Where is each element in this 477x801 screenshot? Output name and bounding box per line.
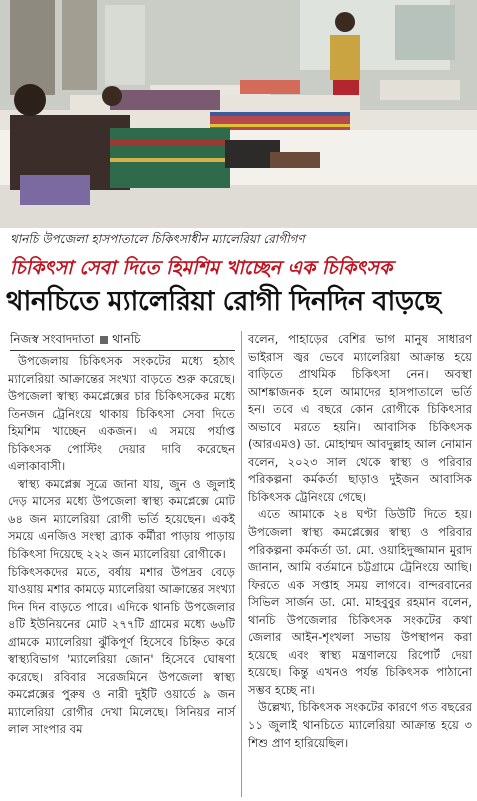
- hospital-ward-photo: [0, 0, 477, 228]
- article-right-column: [248, 331, 472, 752]
- photo-caption: থানচি উপজেলা হাসপাতালে চিকিৎসাধীন ম্যালেরিয়া রোগীগণ: [10, 232, 305, 246]
- square-bullet-icon: [100, 336, 108, 344]
- news-photo: [0, 0, 477, 228]
- article-left-column: [8, 353, 235, 739]
- paragraph: এতে আমাকে ২৪ ঘণ্টা ডিউটি দিতে হয়। উপজেলা স্বাস্থ্য কমপ্লেক্সের স্বাস্থ্য ও পরিবার পরিকল্পনা কর্মকর্তা ডা. মো. ওয়াহিদুজ্জামান মুরাদ জানান, আমি বর্তমানে চট্টগ্রামে ট্রেনিংয়ে আছি। ফিরতে এক সপ্তাহ সময় লাগবে। বান্দরবানের সিভিল সার্জন ডা. মো. মাহবুবুর রহমান বলেন, থানচি উপজেলার চিকিৎসক সংকটের কথা জেলার আইন-শৃংখলা সভায় উপস্থাপন করা হয়েছে এবং স্বাস্থ্য মন্ত্রণালয়ে রিপোর্ট দেয়া হয়েছে। কিন্তু এখনও পর্যন্ত চিকিৎসক পাঠানো সম্ভব হচ্ছে না।: [248, 507, 472, 697]
- byline-location: থানচি: [112, 332, 141, 346]
- column-divider: [241, 331, 242, 797]
- byline: [10, 331, 141, 351]
- byline-rule: [10, 350, 235, 351]
- byline-reporter: নিজস্ব সংবাদদাতা: [10, 332, 95, 346]
- subheadline: চিকিৎসা সেবা দিতে হিমশিম খাচ্ছেন এক চিকিৎসক: [10, 257, 393, 279]
- paragraph: উল্লেখ্য, চিকিৎসক সংকটের কারণে গত বছরের ১১ জুলাই থানচিতে ম্যালেরিয়া আক্রান্ত হয়ে ৩ শিশু প্রাণ হারিয়েছিল।: [248, 700, 472, 750]
- paragraph: চিকিৎসকদের মতে, বর্ষায় মশার উপদ্রব বেড়ে যাওয়ায় মশার কামড়ে ম্যালেরিয়া আক্রান্তের সংখ্যা দিন দিন বাড়তে পারে। এদিকে থানচি উপজেলার ৪টি ইউনিয়নের মোট ২৭৭টি গ্রামের মধ্যে ৬৬টি গ্রামকে ম্যালেরিয়া ঝুঁকিপূর্ণ হিসেবে চিহ্নিত করে স্বাস্থ্যবিভাগ 'ম্যালেরিয়া জোন' হিসেবে ঘোষণা করেছে। রবিবার সরেজমিনে উপজেলা স্বাস্থ্য কমপ্লেক্সের পুরুষ ও নারী দুইটি ওয়ার্ডে ৯ জন ম্যালেরিয়া রোগীর দেখা মিলেছে। সিনিয়র নার্স লাল সাংপার বম: [8, 564, 235, 737]
- paragraph: বলেন, পাহাড়ের বেশির ভাগ মানুষ সাধারণ ভাইরাস জ্বর ভেবে ম্যালেরিয়া আক্রান্ত হয়ে বাড়িতে প্রাথমিক চিকিৎসা নেন। অবস্থা আশঙ্কাজনক হলে আমাদের হাসপাতালে ভর্তি হন। তবে এ বছরে কোন রোগীকে চিকিৎসার অভাবে মরতে হয়নি। আবাসিক চিকিৎসক (আরএমও) ডা. মোহাম্মদ আবদুল্লাহ আল নোমান বলেন, ২০২৩ সাল থেকে স্বাস্থ্য ও পরিবার পরিকল্পনা কর্মকর্তা ছাড়াও দুইজন আবাসিক চিকিৎসক ট্রেনিংয়ে গেছে।: [248, 332, 472, 504]
- paragraph: স্বাস্থ্য কমপ্লেক্স সূত্রে জানা যায়, জুন ও জুলাই দেড় মাসের মধ্যে উপজেলা স্বাস্থ্য কমপ্লেক্সে মোট ৬৪ জন ম্যালেরিয়া রোগী ভর্তি হয়েছেন। একই সময়ে এনজিও সংস্থা ব্র্যাক কর্মীরা পাড়ায় পাড়ায় চিকিৎসা দিয়েছে ২২২ জন ম্যালেরিয়া রোগীকে।: [8, 476, 235, 562]
- paragraph: উপজেলায় চিকিৎসক সংকটের মধ্যে হঠাৎ ম্যালেরিয়া আক্রান্তের সংখ্যা বাড়তে শুরু করেছে। উপজেলা স্বাস্থ্য কমপ্লেক্সের চার চিকিৎসকের মধ্যে তিনজন ট্রেনিংয়ে থাকায় চিকিৎসা সেবা দিতে হিমশিম খাচ্ছেন একজন। এ সময়ে পর্যাপ্ত চিকিৎসক পোস্টিং দেয়ার দাবি করেছেন এলাকাবাসী।: [8, 354, 235, 474]
- headline: থানচিতে ম্যালেরিয়া রোগী দিনদিন বাড়ছে: [6, 286, 441, 317]
